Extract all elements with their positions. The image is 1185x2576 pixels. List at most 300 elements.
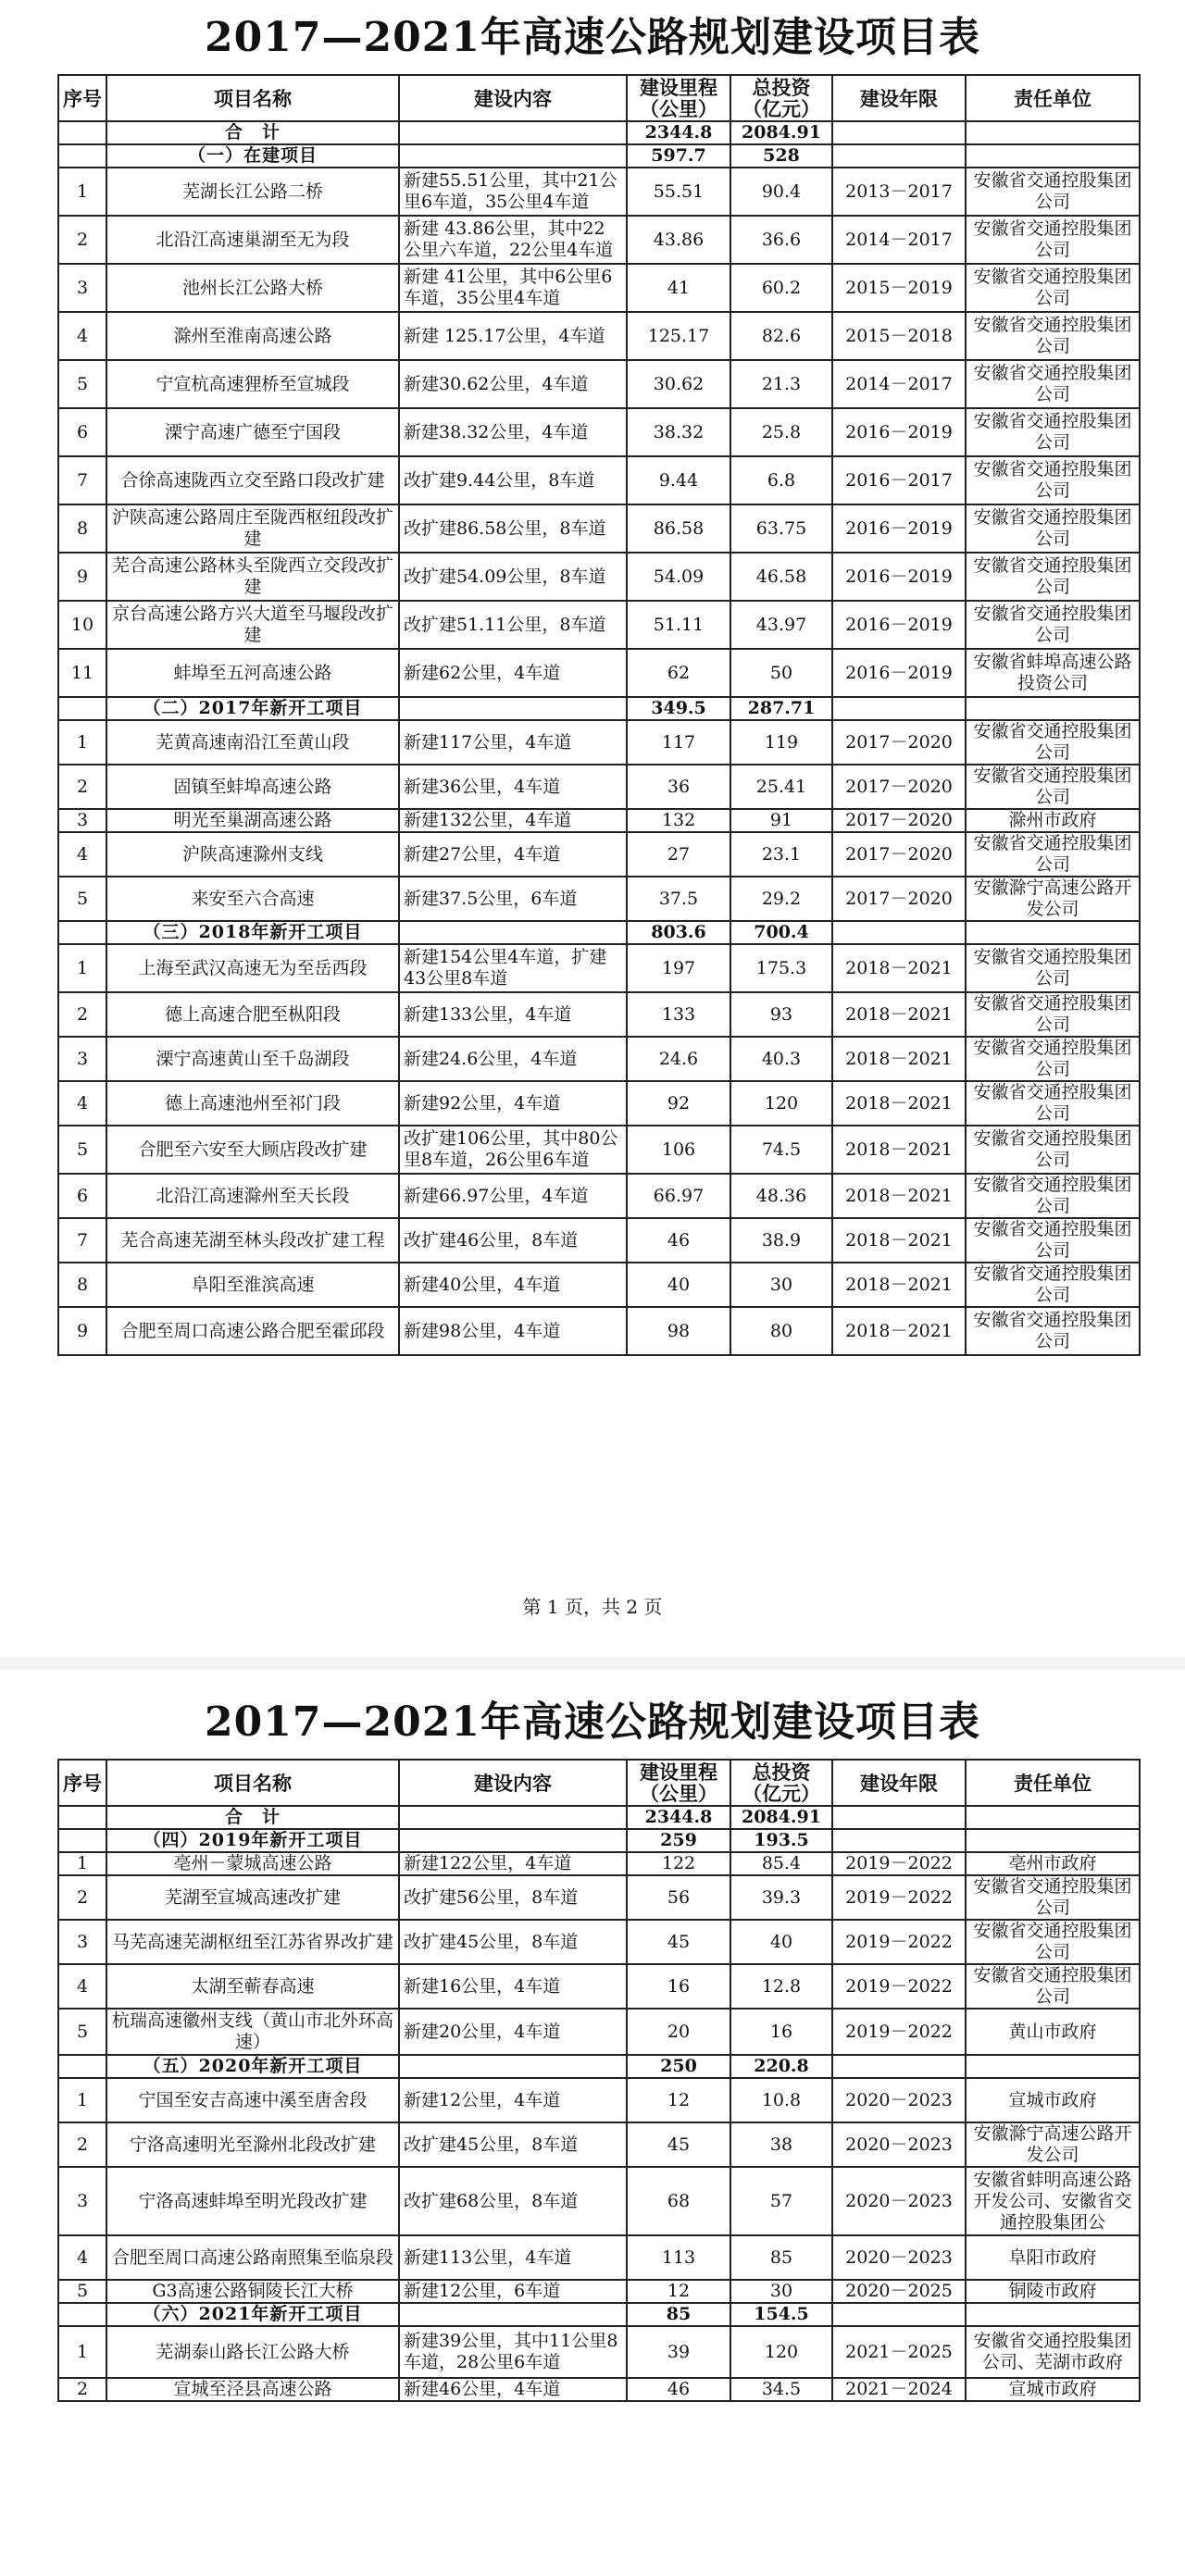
- col-investment: 总投资（亿元）: [730, 1760, 832, 1806]
- row-name: 沪陕高速公路周庄至陇西枢纽段改扩建: [106, 504, 399, 553]
- row-content: 新建37.5公里，6车道: [399, 877, 627, 921]
- row-unit: 安徽省交通控股集团公司: [966, 992, 1140, 1037]
- table-row: [58, 408, 1140, 456]
- row-mileage: 20: [627, 2009, 730, 2055]
- table-row: [58, 1920, 1140, 1964]
- row-content: 新建12公里，4车道: [399, 2078, 627, 2122]
- row-investment: 85.4: [730, 1852, 832, 1875]
- section-mileage: 597.7: [627, 144, 730, 168]
- row-content: 新建154公里4车道，扩建43公里8车道: [399, 944, 627, 992]
- row-mileage: 40: [627, 1263, 730, 1307]
- table-row: [58, 1875, 1140, 1920]
- row-name: 合肥至六安至大顾店段改扩建: [106, 1126, 399, 1174]
- table-row: [58, 2326, 1140, 2378]
- row-investment: 82.6: [730, 312, 832, 360]
- header-row: [58, 75, 1140, 121]
- row-name: 阜阳至淮滨高速: [106, 1263, 399, 1307]
- table-row: [58, 832, 1140, 877]
- row-period: 2014－2017: [832, 360, 966, 408]
- section-row: [58, 697, 1140, 720]
- row-investment: 38.9: [730, 1218, 832, 1263]
- row-seq: 1: [58, 168, 106, 216]
- row-mileage: 24.6: [627, 1037, 730, 1081]
- row-content: 改扩建86.58公里，8车道: [399, 504, 627, 553]
- table-row: [58, 1218, 1140, 1263]
- row-seq: 2: [58, 765, 106, 809]
- row-seq: 3: [58, 264, 106, 312]
- row-name: 亳州－蒙城高速公路: [106, 1852, 399, 1875]
- row-content: 新建40公里，4车道: [399, 1263, 627, 1307]
- page-separator: [0, 1657, 1185, 1670]
- row-unit: 安徽省交通控股集团公司: [966, 504, 1140, 553]
- table-body: [58, 121, 1140, 1355]
- row-investment: 60.2: [730, 264, 832, 312]
- header-row: [58, 1760, 1140, 1806]
- row-name: 合肥至周口高速公路合肥至霍邱段: [106, 1307, 399, 1355]
- row-investment: 39.3: [730, 1875, 832, 1920]
- row-period: 2020－2023: [832, 2235, 966, 2280]
- row-content: 新建55.51公里，其中21公里6车道，35公里4车道: [399, 168, 627, 216]
- table-row: [58, 168, 1140, 216]
- row-content: 改扩建68公里，8车道: [399, 2167, 627, 2235]
- table-row: [58, 2122, 1140, 2167]
- row-name: G3高速公路铜陵长江大桥: [106, 2280, 399, 2303]
- row-period: 2016－2019: [832, 601, 966, 649]
- row-name: 北沿江高速滁州至天长段: [106, 1174, 399, 1218]
- row-name: 宣城至泾县高速公路: [106, 2378, 399, 2401]
- row-investment: 34.5: [730, 2378, 832, 2401]
- col-period: 建设年限: [832, 1760, 966, 1806]
- row-content: 新建117公里，4车道: [399, 720, 627, 765]
- section-mileage: 85: [627, 2303, 730, 2326]
- row-period: 2014－2017: [832, 216, 966, 264]
- section-row: [58, 1829, 1140, 1852]
- row-period: 2017－2020: [832, 809, 966, 832]
- row-unit: 滁州市政府: [966, 809, 1140, 832]
- row-unit: 安徽滁宁高速公路开发公司: [966, 877, 1140, 921]
- row-mileage: 132: [627, 809, 730, 832]
- row-content: 新建20公里，4车道: [399, 2009, 627, 2055]
- row-investment: 40: [730, 1920, 832, 1964]
- row-investment: 46.58: [730, 553, 832, 601]
- table-row: [58, 2009, 1140, 2055]
- row-content: 改扩建45公里，8车道: [399, 1920, 627, 1964]
- row-seq: 8: [58, 504, 106, 553]
- row-unit: 安徽省交通控股集团公司: [966, 456, 1140, 504]
- row-seq: 7: [58, 456, 106, 504]
- row-seq: 5: [58, 877, 106, 921]
- col-content: 建设内容: [399, 1760, 627, 1806]
- col-unit: 责任单位: [966, 1760, 1140, 1806]
- row-content: 新建92公里，4车道: [399, 1081, 627, 1126]
- row-period: 2020－2023: [832, 2167, 966, 2235]
- row-period: 2019－2022: [832, 1964, 966, 2009]
- row-mileage: 45: [627, 2122, 730, 2167]
- col-seq: 序号: [58, 1760, 106, 1806]
- row-name: 宁宣杭高速狸桥至宣城段: [106, 360, 399, 408]
- row-content: 新建98公里，4车道: [399, 1307, 627, 1355]
- row-mileage: 16: [627, 1964, 730, 2009]
- row-period: 2018－2021: [832, 1263, 966, 1307]
- row-unit: 安徽省交通控股集团公司、芜湖市政府: [966, 2326, 1140, 2378]
- table-row: [58, 312, 1140, 360]
- row-name: 宁洛高速蚌埠至明光段改扩建: [106, 2167, 399, 2235]
- row-name: 太湖至蕲春高速: [106, 1964, 399, 2009]
- row-mileage: 62: [627, 649, 730, 697]
- table-row: [58, 504, 1140, 553]
- row-content: 改扩建106公里，其中80公里8车道，26公里6车道: [399, 1126, 627, 1174]
- table-row: [58, 992, 1140, 1037]
- row-period: 2018－2021: [832, 1218, 966, 1263]
- table-row: [58, 2235, 1140, 2280]
- row-seq: 2: [58, 2122, 106, 2167]
- table-row: [58, 765, 1140, 809]
- row-unit: 安徽省交通控股集团公司: [966, 553, 1140, 601]
- section-investment: 528: [730, 144, 832, 168]
- total-row: [58, 1806, 1140, 1829]
- row-investment: 120: [730, 1081, 832, 1126]
- row-period: 2017－2020: [832, 877, 966, 921]
- row-investment: 10.8: [730, 2078, 832, 2122]
- col-name: 项目名称: [106, 75, 399, 121]
- row-mileage: 125.17: [627, 312, 730, 360]
- row-mileage: 46: [627, 2378, 730, 2401]
- row-mileage: 36: [627, 765, 730, 809]
- row-seq: 8: [58, 1263, 106, 1307]
- table-row: [58, 264, 1140, 312]
- row-unit: 安徽省交通控股集团公司: [966, 168, 1140, 216]
- row-period: 2018－2021: [832, 1081, 966, 1126]
- row-content: 新建39公里，其中11公里8车道，28公里6车道: [399, 2326, 627, 2378]
- row-content: 新建36公里，4车道: [399, 765, 627, 809]
- row-period: 2015－2019: [832, 264, 966, 312]
- row-investment: 93: [730, 992, 832, 1037]
- row-name: 溧宁高速广德至宁国段: [106, 408, 399, 456]
- row-seq: 6: [58, 1174, 106, 1218]
- row-period: 2019－2022: [832, 1852, 966, 1875]
- page-footer: 第 1 页，共 2 页: [522, 1596, 663, 1618]
- row-period: 2015－2018: [832, 312, 966, 360]
- row-investment: 90.4: [730, 168, 832, 216]
- table-row: [58, 2078, 1140, 2122]
- page-title: 2017—2021年高速公路规划建设项目表: [205, 14, 980, 61]
- total-investment: 2084.91: [730, 1806, 832, 1829]
- total-label: 合 计: [106, 1806, 399, 1829]
- row-seq: 3: [58, 2167, 106, 2235]
- row-seq: 5: [58, 2280, 106, 2303]
- row-name: 芜湖泰山路长江公路大桥: [106, 2326, 399, 2378]
- table-row: [58, 2378, 1140, 2401]
- table-body: [58, 1806, 1140, 2401]
- row-mileage: 56: [627, 1875, 730, 1920]
- row-content: 新建132公里，4车道: [399, 809, 627, 832]
- row-unit: 安徽省交通控股集团公司: [966, 720, 1140, 765]
- total-label: 合 计: [106, 121, 399, 144]
- row-period: 2018－2021: [832, 944, 966, 992]
- row-content: 改扩建46公里，8车道: [399, 1218, 627, 1263]
- row-name: 芜黄高速南沿江至黄山段: [106, 720, 399, 765]
- row-period: 2016－2017: [832, 456, 966, 504]
- col-mileage: 建设里程（公里）: [627, 75, 730, 121]
- row-unit: 安徽省交通控股集团公司: [966, 1174, 1140, 1218]
- row-seq: 1: [58, 1852, 106, 1875]
- row-seq: 1: [58, 2078, 106, 2122]
- row-mileage: 43.86: [627, 216, 730, 264]
- row-name: 芜湖至宣城高速改扩建: [106, 1875, 399, 1920]
- row-period: 2018－2021: [832, 1037, 966, 1081]
- row-investment: 21.3: [730, 360, 832, 408]
- table-row: [58, 1126, 1140, 1174]
- row-seq: 6: [58, 408, 106, 456]
- row-investment: 91: [730, 809, 832, 832]
- row-period: 2018－2021: [832, 992, 966, 1037]
- row-investment: 6.8: [730, 456, 832, 504]
- row-unit: 安徽省交通控股集团公司: [966, 1307, 1140, 1355]
- row-content: 新建27公里，4车道: [399, 832, 627, 877]
- section-name: （一）在建项目: [106, 144, 399, 168]
- row-content: 新建133公里，4车道: [399, 992, 627, 1037]
- row-seq: 4: [58, 832, 106, 877]
- row-content: 新建38.32公里，4车道: [399, 408, 627, 456]
- row-seq: 3: [58, 1920, 106, 1964]
- row-content: 新建16公里，4车道: [399, 1964, 627, 2009]
- row-unit: 安徽省交通控股集团公司: [966, 832, 1140, 877]
- page-title: 2017—2021年高速公路规划建设项目表: [205, 1699, 980, 1746]
- row-mileage: 133: [627, 992, 730, 1037]
- row-name: 明光至巢湖高速公路: [106, 809, 399, 832]
- row-seq: 9: [58, 553, 106, 601]
- row-seq: 2: [58, 992, 106, 1037]
- row-investment: 63.75: [730, 504, 832, 553]
- total-row: [58, 121, 1140, 144]
- row-investment: 23.1: [730, 832, 832, 877]
- row-seq: 4: [58, 1964, 106, 2009]
- section-mileage: 349.5: [627, 697, 730, 720]
- row-content: 新建46公里，4车道: [399, 2378, 627, 2401]
- col-seq: 序号: [58, 75, 106, 121]
- table-row: [58, 1263, 1140, 1307]
- project-table: [57, 1759, 1141, 2402]
- row-content: 改扩建45公里，8车道: [399, 2122, 627, 2167]
- row-period: 2019－2022: [832, 1920, 966, 1964]
- table-row: [58, 360, 1140, 408]
- row-unit: 安徽省交通控股集团公司: [966, 1037, 1140, 1081]
- row-investment: 29.2: [730, 877, 832, 921]
- row-investment: 30: [730, 1263, 832, 1307]
- row-name: 宁国至安吉高速中溪至唐舍段: [106, 2078, 399, 2122]
- row-name: 宁洛高速明光至滁州北段改扩建: [106, 2122, 399, 2167]
- row-mileage: 38.32: [627, 408, 730, 456]
- row-seq: 3: [58, 1037, 106, 1081]
- row-mileage: 45: [627, 1920, 730, 1964]
- row-name: 蚌埠至五河高速公路: [106, 649, 399, 697]
- section-investment: 154.5: [730, 2303, 832, 2326]
- row-period: 2017－2020: [832, 832, 966, 877]
- section-mileage: 803.6: [627, 921, 730, 944]
- row-period: 2019－2022: [832, 1875, 966, 1920]
- row-period: 2020－2023: [832, 2122, 966, 2167]
- row-unit: 安徽省交通控股集团公司: [966, 1081, 1140, 1126]
- row-name: 溧宁高速黄山至千岛湖段: [106, 1037, 399, 1081]
- row-name: 来安至六合高速: [106, 877, 399, 921]
- row-period: 2021－2024: [832, 2378, 966, 2401]
- section-investment: 287.71: [730, 697, 832, 720]
- row-period: 2017－2020: [832, 720, 966, 765]
- total-mileage: 2344.8: [627, 121, 730, 144]
- row-investment: 40.3: [730, 1037, 832, 1081]
- row-mileage: 55.51: [627, 168, 730, 216]
- section-name: （五）2020年新开工项目: [106, 2055, 399, 2078]
- row-period: 2013－2017: [832, 168, 966, 216]
- row-mileage: 37.5: [627, 877, 730, 921]
- row-seq: 2: [58, 1875, 106, 1920]
- row-name: 合肥至周口高速公路南照集至临泉段: [106, 2235, 399, 2280]
- row-seq: 1: [58, 2326, 106, 2378]
- col-mileage: 建设里程（公里）: [627, 1760, 730, 1806]
- row-unit: 安徽省交通控股集团公司: [966, 408, 1140, 456]
- row-content: 改扩建54.09公里，8车道: [399, 553, 627, 601]
- col-unit: 责任单位: [966, 75, 1140, 121]
- row-investment: 120: [730, 2326, 832, 2378]
- table-row: [58, 720, 1140, 765]
- row-mileage: 66.97: [627, 1174, 730, 1218]
- row-unit: 安徽滁宁高速公路开发公司: [966, 2122, 1140, 2167]
- row-investment: 12.8: [730, 1964, 832, 2009]
- row-investment: 38: [730, 2122, 832, 2167]
- row-seq: 10: [58, 601, 106, 649]
- row-unit: 安徽省交通控股集团公司: [966, 1964, 1140, 2009]
- col-content: 建设内容: [399, 75, 627, 121]
- table-row: [58, 553, 1140, 601]
- row-name: 北沿江高速巢湖至无为段: [106, 216, 399, 264]
- row-seq: 5: [58, 2009, 106, 2055]
- table-row: [58, 809, 1140, 832]
- section-row: [58, 144, 1140, 168]
- section-row: [58, 921, 1140, 944]
- table-row: [58, 1037, 1140, 1081]
- row-name: 京台高速公路方兴大道至马堰段改扩建: [106, 601, 399, 649]
- row-seq: 9: [58, 1307, 106, 1355]
- row-seq: 1: [58, 944, 106, 992]
- row-period: 2016－2019: [832, 649, 966, 697]
- row-mileage: 68: [627, 2167, 730, 2235]
- row-investment: 74.5: [730, 1126, 832, 1174]
- row-unit: 安徽省交通控股集团公司: [966, 944, 1140, 992]
- total-investment: 2084.91: [730, 121, 832, 144]
- row-unit: 安徽省交通控股集团公司: [966, 1126, 1140, 1174]
- row-mileage: 106: [627, 1126, 730, 1174]
- row-investment: 30: [730, 2280, 832, 2303]
- row-mileage: 9.44: [627, 456, 730, 504]
- row-seq: 2: [58, 216, 106, 264]
- section-investment: 700.4: [730, 921, 832, 944]
- table-row: [58, 216, 1140, 264]
- row-name: 固镇至蚌埠高速公路: [106, 765, 399, 809]
- row-content: 改扩建51.11公里，8车道: [399, 601, 627, 649]
- row-unit: 安徽省交通控股集团公司: [966, 312, 1140, 360]
- row-period: 2016－2019: [832, 504, 966, 553]
- row-mileage: 39: [627, 2326, 730, 2378]
- row-content: 新建12公里，6车道: [399, 2280, 627, 2303]
- row-mileage: 41: [627, 264, 730, 312]
- section-row: [58, 2303, 1140, 2326]
- row-unit: 安徽省蚌明高速公路开发公司、安徽省交通控股集团公: [966, 2167, 1140, 2235]
- row-mileage: 46: [627, 1218, 730, 1263]
- total-mileage: 2344.8: [627, 1806, 730, 1829]
- table-row: [58, 2280, 1140, 2303]
- row-period: 2017－2020: [832, 765, 966, 809]
- row-period: 2018－2021: [832, 1174, 966, 1218]
- row-unit: 黄山市政府: [966, 2009, 1140, 2055]
- table-row: [58, 1964, 1140, 2009]
- row-unit: 宣城市政府: [966, 2078, 1140, 2122]
- row-period: 2016－2019: [832, 408, 966, 456]
- row-mileage: 30.62: [627, 360, 730, 408]
- row-content: 改扩建9.44公里，8车道: [399, 456, 627, 504]
- row-unit: 安徽省蚌埠高速公路投资公司: [966, 649, 1140, 697]
- col-name: 项目名称: [106, 1760, 399, 1806]
- row-name: 芜湖长江公路二桥: [106, 168, 399, 216]
- row-unit: 铜陵市政府: [966, 2280, 1140, 2303]
- row-seq: 2: [58, 2378, 106, 2401]
- row-period: 2016－2019: [832, 553, 966, 601]
- row-seq: 7: [58, 1218, 106, 1263]
- section-name: （四）2019年新开工项目: [106, 1829, 399, 1852]
- row-content: 改扩建56公里，8车道: [399, 1875, 627, 1920]
- row-investment: 48.36: [730, 1174, 832, 1218]
- row-investment: 25.8: [730, 408, 832, 456]
- table-row: [58, 877, 1140, 921]
- section-name: （二）2017年新开工项目: [106, 697, 399, 720]
- row-investment: 16: [730, 2009, 832, 2055]
- row-name: 池州长江公路大桥: [106, 264, 399, 312]
- row-investment: 50: [730, 649, 832, 697]
- row-seq: 4: [58, 2235, 106, 2280]
- col-investment: 总投资（亿元）: [730, 75, 832, 121]
- row-content: 新建 43.86公里，其中22公里六车道，22公里4车道: [399, 216, 627, 264]
- row-investment: 43.97: [730, 601, 832, 649]
- table-row: [58, 1307, 1140, 1355]
- table-row: [58, 1852, 1140, 1875]
- row-unit: 安徽省交通控股集团公司: [966, 1218, 1140, 1263]
- row-unit: 宣城市政府: [966, 2378, 1140, 2401]
- row-seq: 4: [58, 1081, 106, 1126]
- row-name: 沪陕高速滁州支线: [106, 832, 399, 877]
- row-name: 滁州至淮南高速公路: [106, 312, 399, 360]
- row-unit: 安徽省交通控股集团公司: [966, 1263, 1140, 1307]
- table-row: [58, 456, 1140, 504]
- project-table: [57, 74, 1141, 1356]
- section-investment: 193.5: [730, 1829, 832, 1852]
- section-investment: 220.8: [730, 2055, 832, 2078]
- row-content: 新建24.6公里，4车道: [399, 1037, 627, 1081]
- row-seq: 11: [58, 649, 106, 697]
- table-row: [58, 601, 1140, 649]
- row-period: 2019－2022: [832, 2009, 966, 2055]
- row-content: 新建113公里，4车道: [399, 2235, 627, 2280]
- section-mileage: 259: [627, 1829, 730, 1852]
- table-row: [58, 649, 1140, 697]
- row-investment: 85: [730, 2235, 832, 2280]
- row-content: 新建 41公里，其中6公里6车道，35公里4车道: [399, 264, 627, 312]
- row-content: 新建122公里，4车道: [399, 1852, 627, 1875]
- row-unit: 安徽省交通控股集团公司: [966, 360, 1140, 408]
- row-period: 2020－2025: [832, 2280, 966, 2303]
- table-row: [58, 1081, 1140, 1126]
- table-row: [58, 1174, 1140, 1218]
- section-row: [58, 2055, 1140, 2078]
- row-name: 芜合高速公路林头至陇西立交段改扩建: [106, 553, 399, 601]
